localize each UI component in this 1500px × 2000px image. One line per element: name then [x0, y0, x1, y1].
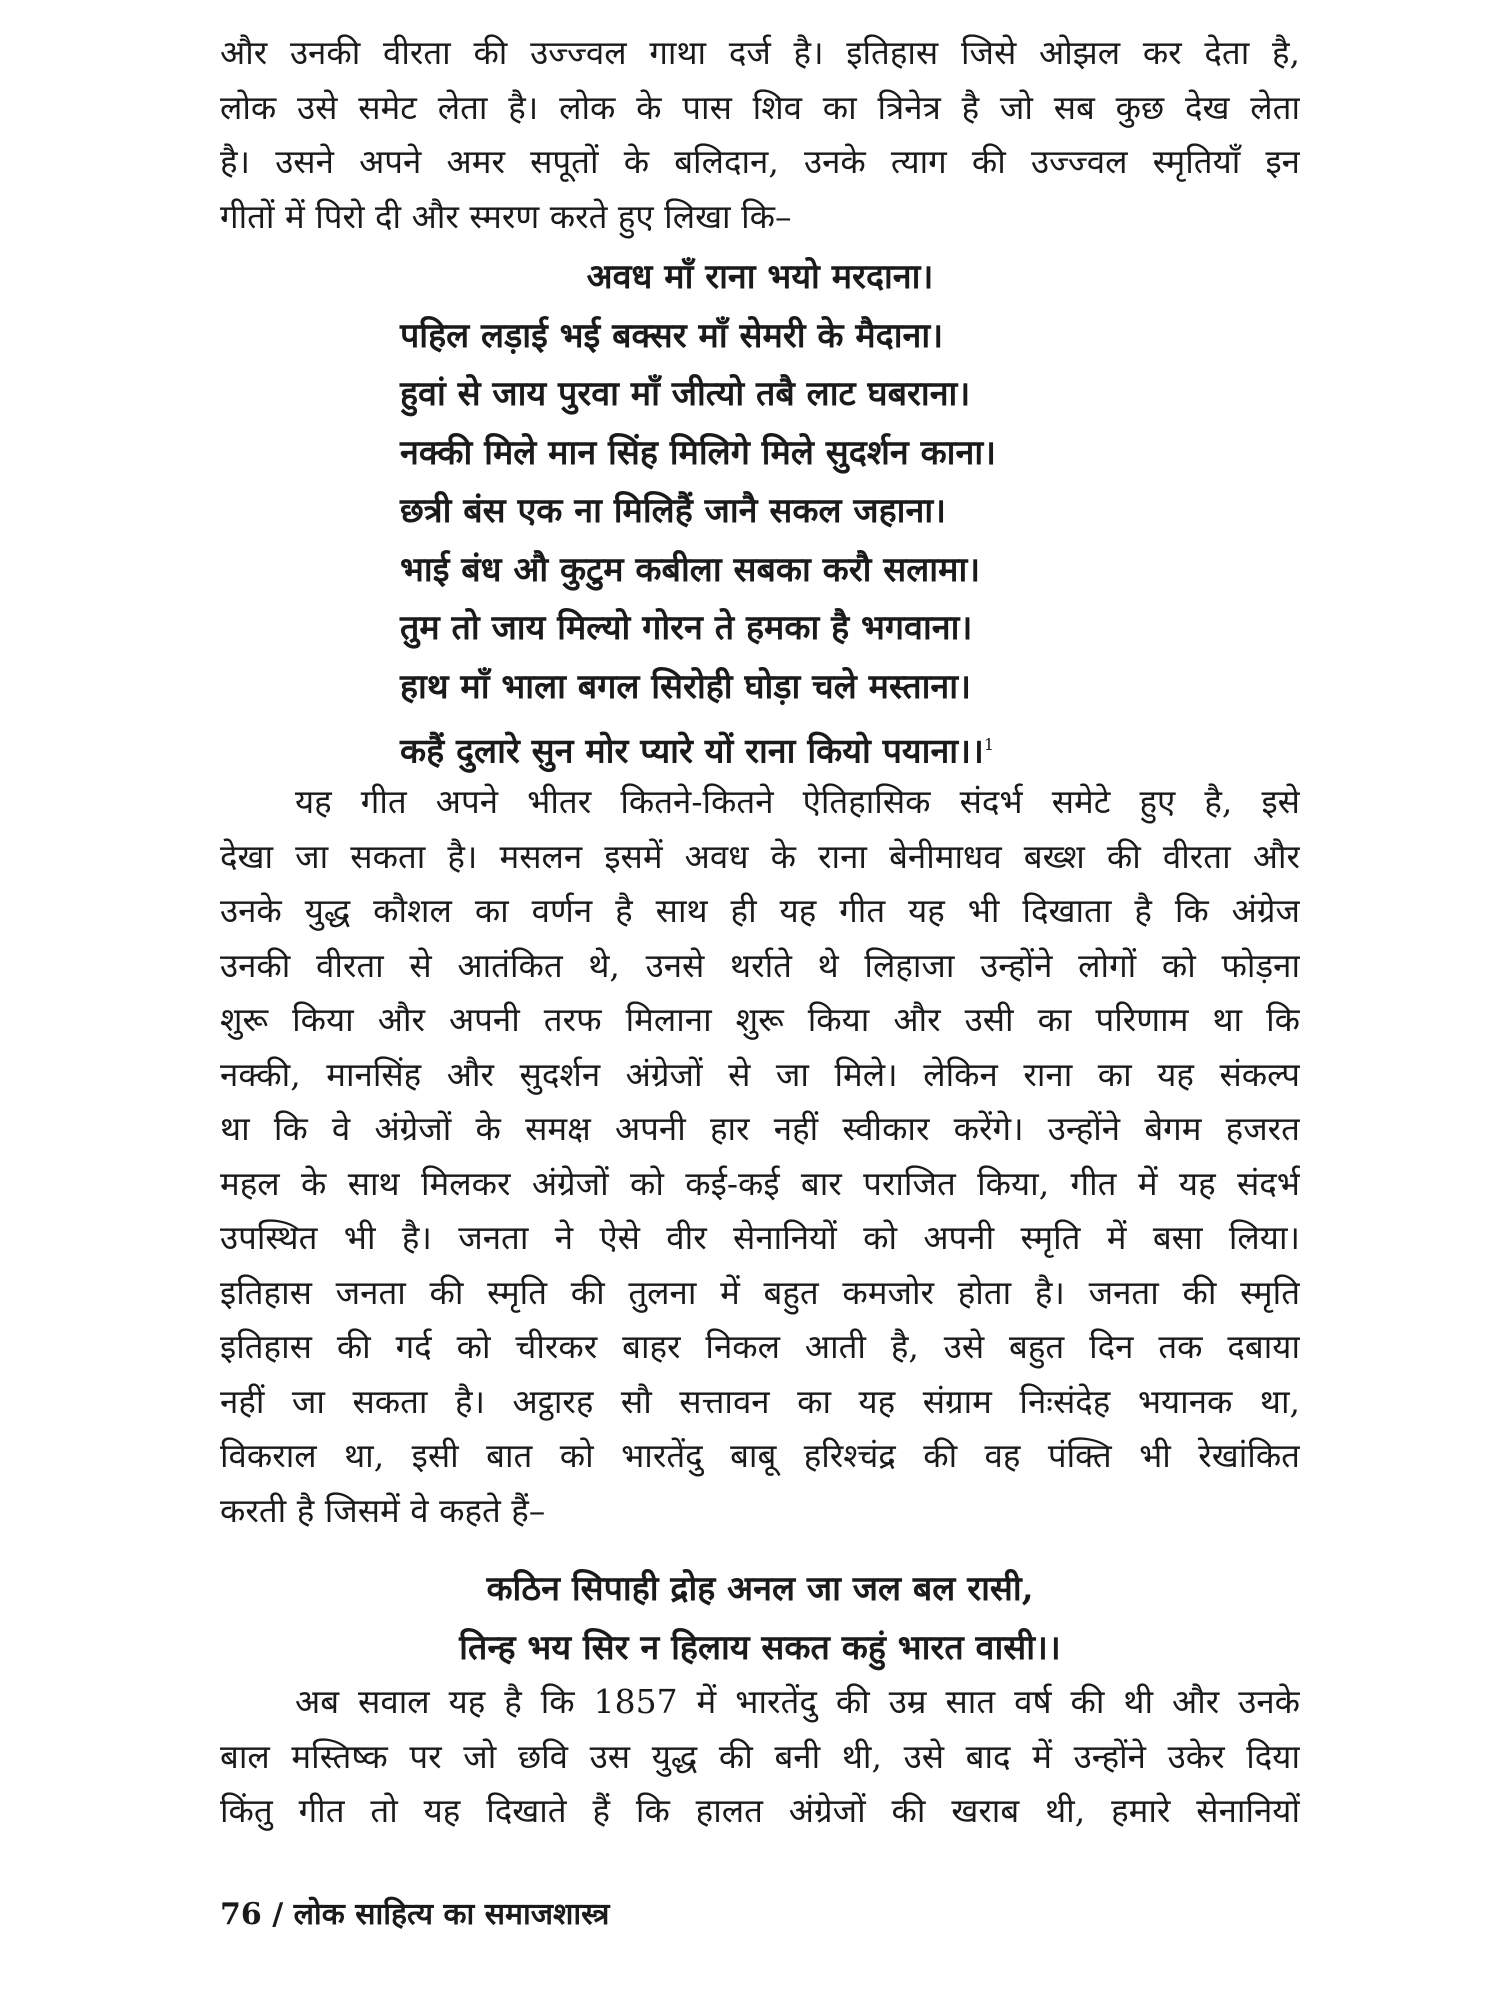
text-line: इतिहास जनता की स्मृति की तुलना में बहुत कमजोर होता है। जनता की स्मृति: [220, 1272, 1300, 1312]
text-line: शुरू किया और अपनी तरफ मिलाना शुरू किया और उसी का परिणाम था कि: [220, 1000, 1300, 1039]
text-line: उनकी वीरता से आतंकित थे, उनसे थर्राते थे लिहाजा उन्होंने लोगों को फोड़ना: [220, 945, 1300, 985]
bharatendu-couplet: [220, 1560, 1300, 1677]
text-line: उपस्थित भी है। जनता ने ऐसे वीर सेनानियों को अपनी स्मृति में बसा लिया।: [220, 1218, 1300, 1257]
text-line: किंतु गीत तो यह दिखाते हैं कि हालत अंग्रेजों की खराब थी, हमारे सेनानियों: [220, 1791, 1300, 1830]
verse-line: छत्री बंस एक ना मिलिहैं जानै सकल जहाना।: [400, 491, 947, 531]
verse-line: पहिल लड़ाई भई बक्सर माँ सेमरी के मैदाना।: [400, 315, 944, 356]
paragraph-intro: [220, 26, 1300, 244]
text-line: लोक उसे समेट लेता है। लोक के पास शिव का त्रिनेत्र है जो सब कुछ देख लेता: [220, 87, 1300, 127]
page-footer: 76 / लोक साहित्य का समाजशास्त्र: [220, 1897, 610, 1932]
verse-line: कठिन सिपाही द्रोह अनल जा जल बल रासी,: [486, 1569, 1034, 1609]
text-line: अब सवाल यह है कि 1857 में भारतेंदु की उम्र सात वर्ष की थी और उनके: [295, 1682, 1300, 1721]
text-line: करती है जिसमें वे कहते हैं–: [220, 1490, 546, 1530]
text-line: बाल मस्तिष्क पर जो छवि उस युद्ध की बनी थी, उसे बाद में उन्होंने उकेर दिया: [220, 1736, 1300, 1776]
text-line: गीतों में पिरो दी और स्मरण करते हुए लिखा कि–: [220, 196, 792, 236]
text-line: नहीं जा सकता है। अट्ठारह सौ सत्तावन का यह संग्राम निःसंदेह भयानक था,: [220, 1381, 1300, 1421]
text-line: इतिहास की गर्द को चीरकर बाहर निकल आती है, उसे बहुत दिन तक दबाया: [220, 1327, 1300, 1366]
text-line: उनके युद्ध कौशल का वर्णन है साथ ही यह गीत यह भी दिखाता है कि अंग्रेज: [220, 891, 1300, 930]
verse-line: भाई बंध औ कुटुम कबीला सबका करौ सलामा।: [400, 549, 981, 590]
verse-line-text: कहैं दुलारे सुन मोर प्यारे यों राना कियो पयाना।।: [400, 731, 984, 772]
paragraph-question: [220, 1675, 1300, 1839]
text-line: यह गीत अपने भीतर कितने-कितने ऐतिहासिक संदर्भ समेटे हुए है, इसे: [295, 782, 1300, 821]
verse-line: तिन्ह भय सिर न हिलाय सकत कहुं भारत वासी।।: [459, 1627, 1061, 1668]
text-line: था कि वे अंग्रेजों के समक्ष अपनी हार नहीं स्वीकार करेंगे। उन्होंने बेगम हजरत: [220, 1109, 1300, 1148]
text-line: महल के साथ मिलकर अंग्रेजों को कई-कई बार पराजित किया, गीत में यह संदर्भ: [220, 1163, 1300, 1203]
verse-line: हाथ माँ भाला बगल सिरोही घोड़ा चले मस्ताना।: [400, 666, 971, 707]
verse-line: अवध माँ राना भयो मरदाना।: [586, 257, 934, 297]
verse-line: नक्की मिले मान सिंह मिलिगे मिले सुदर्शन काना।: [400, 432, 997, 473]
text-line: देखा जा सकता है। मसलन इसमें अवध के राना बेनीमाधव बख्श की वीरता और: [220, 836, 1300, 876]
text-line: नक्की, मानसिंह और सुदर्शन अंग्रेजों से जा मिले। लेकिन राना का यह संकल्प: [220, 1054, 1300, 1094]
verse-line-last: [220, 716, 1300, 775]
folk-song-verse: [220, 248, 1300, 775]
text-line: विकराल था, इसी बात को भारतेंदु बाबू हरिश्चंद्र की वह पंक्ति भी रेखांकित: [220, 1436, 1300, 1475]
text-line: है। उसने अपने अमर सपूतों के बलिदान, उनके त्याग की उज्ज्वल स्मृतियाँ इन: [220, 142, 1300, 181]
verse-line: हुवां से जाय पुरवा माँ जीत्यो तबै लाट घबराना।: [400, 374, 971, 414]
footnote-marker: 1: [983, 735, 995, 754]
paragraph-analysis: [220, 775, 1300, 1538]
text-line: और उनकी वीरता की उज्ज्वल गाथा दर्ज है। इतिहास जिसे ओझल कर देता है,: [220, 33, 1300, 72]
verse-line: तुम तो जाय मिल्यो गोरन ते हमका है भगवाना।: [400, 608, 973, 648]
